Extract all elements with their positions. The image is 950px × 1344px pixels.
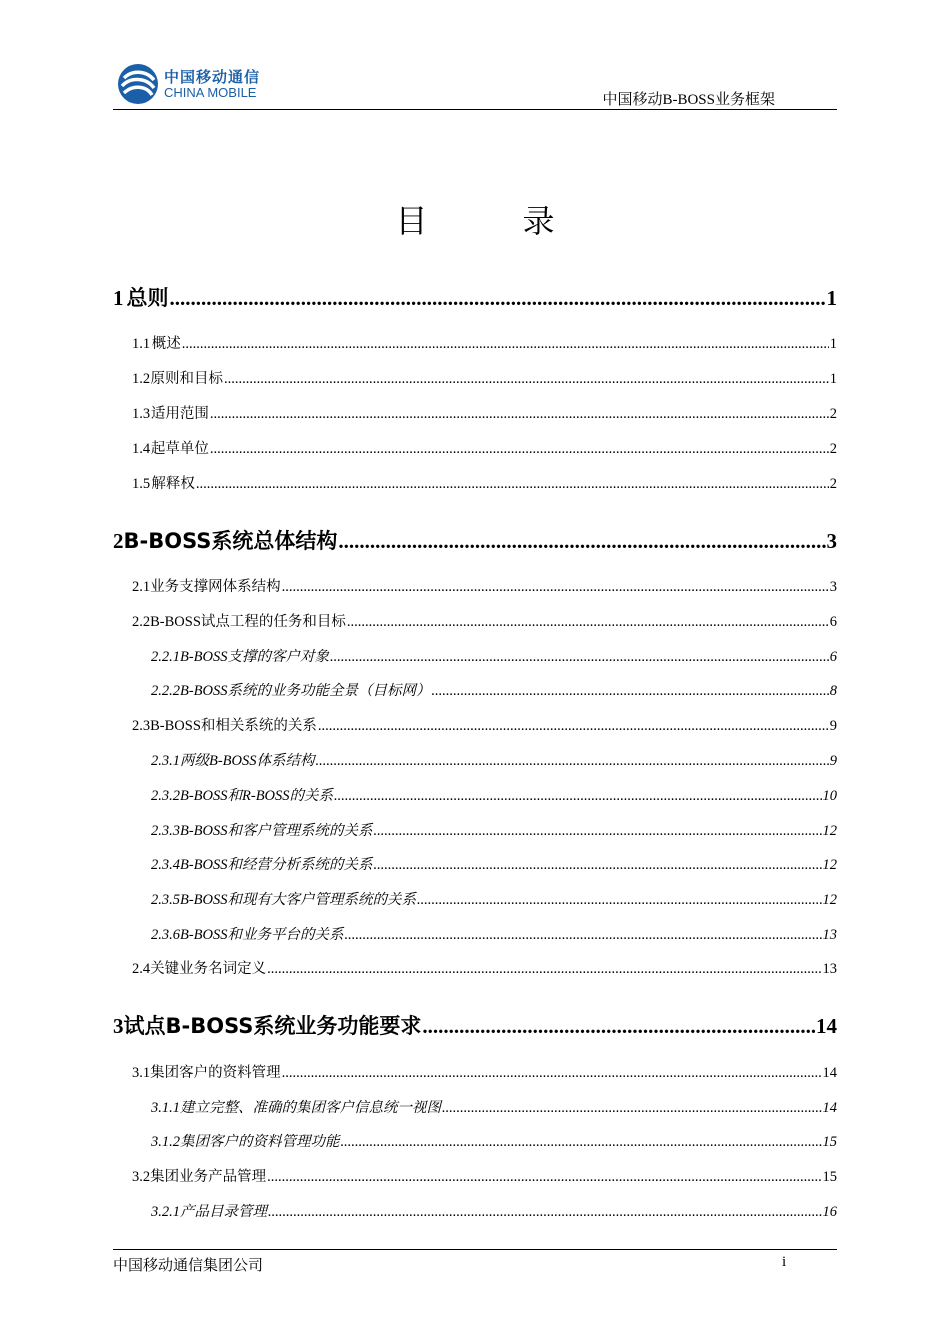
toc-entry-page: 1 [826, 286, 837, 310]
toc-entry[interactable] [113, 610, 837, 631]
toc-entry-number: 1.4 [132, 441, 151, 457]
logo-english-text: CHINA MOBILE [164, 85, 257, 100]
toc-entry-page: 6 [829, 614, 837, 630]
toc-dot-leader [338, 529, 825, 554]
toc-entry-number: 2.4 [132, 961, 151, 977]
toc-entry-page: 15 [822, 1134, 837, 1150]
toc-title: 目录 [395, 202, 650, 240]
toc-entry-title: 集团客户的资料管理 [150, 1065, 281, 1081]
toc-entry[interactable] [113, 575, 837, 596]
toc-entry-title: B-BOSS和经营分析系统的关系 [180, 857, 373, 873]
china-mobile-emblem-icon [116, 62, 160, 106]
toc-entry-number: 2.3.1 [151, 753, 180, 769]
toc-dot-leader [282, 1065, 822, 1082]
footer-divider [113, 1249, 837, 1250]
toc-entry-number: 1.5 [132, 476, 151, 492]
toc-entry-page: 14 [816, 1014, 837, 1038]
toc-entry-title: 概述 [151, 336, 181, 352]
toc-entry[interactable] [113, 645, 837, 666]
toc-entry-number: 2.3.4 [151, 857, 180, 873]
toc-entry-page: 2 [829, 441, 837, 457]
toc-dot-leader [417, 892, 821, 909]
toc-entry-number: 3.1 [132, 1065, 151, 1081]
toc-entry-number: 2.2.2 [151, 683, 180, 699]
toc-entry[interactable] [113, 472, 837, 493]
toc-entry[interactable] [113, 332, 837, 353]
toc-dot-leader [182, 336, 829, 353]
toc-entry-title: 起草单位 [150, 441, 209, 457]
toc-entry-number: 2.3.5 [151, 892, 180, 908]
china-mobile-logo [116, 62, 276, 106]
toc-entry-number: 2.3.6 [151, 927, 180, 943]
toc-entry-page: 9 [829, 753, 837, 769]
toc-entry[interactable] [113, 1061, 837, 1082]
footer-page-number: i [782, 1254, 787, 1270]
toc-entry-page: 2 [829, 476, 837, 492]
toc-entry[interactable] [113, 888, 837, 909]
toc-entry-page: 15 [822, 1169, 837, 1185]
toc-dot-leader [341, 1134, 822, 1151]
toc-entry-title: 总则 [126, 286, 169, 310]
toc-dot-leader [374, 857, 822, 874]
toc-entry-title: 关键业务名词定义 [150, 961, 267, 977]
toc-dot-leader [318, 718, 829, 735]
header-divider [113, 109, 837, 110]
toc-dot-leader [224, 371, 829, 388]
toc-entry-page: 13 [822, 927, 837, 943]
toc-entry-page: 13 [822, 961, 837, 977]
toc-entry-page: 3 [826, 529, 837, 553]
toc-entry[interactable] [113, 853, 837, 874]
toc-entry-number: 3 [113, 1014, 124, 1038]
toc-entry[interactable] [113, 367, 837, 388]
toc-entry-title: B-BOSS和现有大客户管理系统的关系 [180, 892, 417, 908]
toc-dot-leader [422, 1014, 815, 1039]
toc-entry[interactable] [113, 1096, 837, 1117]
toc-entry-number: 1.2 [132, 371, 151, 387]
toc-entry-title: B-BOSS支撑的客户对象 [180, 649, 330, 665]
toc-entry-number: 2.1 [132, 579, 151, 595]
toc-entry[interactable] [113, 784, 837, 805]
toc-dot-leader [169, 286, 825, 311]
toc-dot-leader [282, 579, 829, 596]
toc-entry-title: B-BOSS和业务平台的关系 [180, 927, 344, 943]
toc-entry[interactable] [113, 819, 837, 840]
toc-entry-title: 原则和目标 [150, 371, 223, 387]
toc-dot-leader [432, 683, 829, 700]
toc-entry-page: 1 [829, 371, 837, 387]
toc-entry-number: 3.2.1 [151, 1204, 180, 1220]
toc-entry-number: 2.3.2 [151, 788, 180, 804]
toc-entry-title: 解释权 [151, 476, 195, 492]
toc-dot-leader [196, 476, 829, 493]
toc-entry-title: B-BOSS和相关系统的关系 [150, 718, 317, 734]
toc-entry-number: 1 [113, 286, 124, 310]
toc-dot-leader [316, 753, 829, 770]
toc-dot-leader [210, 441, 829, 458]
toc-entry-page: 14 [822, 1100, 837, 1116]
toc-entry[interactable] [113, 437, 837, 458]
toc-entry-title: 建立完整、准确的集团客户信息统一视图 [180, 1100, 441, 1116]
toc-entry[interactable] [113, 923, 837, 944]
toc-entry-page: 10 [822, 788, 837, 804]
toc-entry-page: 9 [829, 718, 837, 734]
toc-entry-title: 产品目录管理 [180, 1204, 267, 1220]
toc-dot-leader [267, 961, 821, 978]
toc-entry-title: 两级B-BOSS体系结构 [180, 753, 315, 769]
toc-entry-title: B-BOSS系统总体结构 [123, 529, 338, 553]
toc-entry[interactable] [113, 1010, 837, 1040]
toc-entry-number: 2.3.3 [151, 823, 180, 839]
toc-entry-number: 3.2 [132, 1169, 151, 1185]
toc-entry-number: 2.3 [132, 718, 151, 734]
toc-entry[interactable] [113, 282, 837, 312]
toc-entry[interactable] [113, 402, 837, 423]
toc-entry[interactable] [113, 525, 837, 555]
toc-entry-title: B-BOSS和客户管理系统的关系 [180, 823, 373, 839]
toc-entry-page: 3 [829, 579, 837, 595]
toc-entry-number: 1.1 [132, 336, 151, 352]
toc-entry[interactable] [113, 1200, 837, 1221]
toc-dot-leader [442, 1100, 822, 1117]
toc-entry[interactable] [113, 1165, 837, 1186]
toc-dot-leader [334, 788, 821, 805]
toc-entry-page: 1 [829, 336, 837, 352]
toc-entry-number: 2.2 [132, 614, 151, 630]
toc-entry[interactable] [113, 1130, 837, 1151]
toc-entry-title: 业务支撑网体系结构 [150, 579, 281, 595]
header-title: 中国移动B-BOSS业务框架 [602, 92, 775, 108]
toc-dot-leader [268, 1204, 822, 1221]
toc-entry-page: 12 [822, 857, 837, 873]
toc-entry-page: 2 [829, 406, 837, 422]
toc-entry-number: 2 [113, 529, 124, 553]
toc-entry[interactable] [113, 714, 837, 735]
toc-dot-leader [267, 1169, 821, 1186]
toc-entry-title: 集团业务产品管理 [150, 1169, 267, 1185]
toc-dot-leader [347, 614, 829, 631]
toc-entry-number: 3.1.1 [151, 1100, 180, 1116]
toc-entry-page: 14 [822, 1065, 837, 1081]
toc-entry-number: 1.3 [132, 406, 151, 422]
toc-entry-title: B-BOSS系统的业务功能全景（目标网） [180, 683, 431, 699]
toc-dot-leader [210, 406, 829, 423]
toc-dot-leader [374, 823, 822, 840]
toc-entry-title: 试点B-BOSS系统业务功能要求 [123, 1014, 422, 1038]
toc-entry-number: 3.1.2 [151, 1134, 180, 1150]
footer-company: 中国移动通信集团公司 [113, 1258, 264, 1274]
toc-entry-page: 8 [829, 683, 837, 699]
toc-entry-page: 16 [822, 1204, 837, 1220]
toc-dot-leader [330, 649, 829, 666]
toc-entry-page: 12 [822, 892, 837, 908]
toc-entry-page: 12 [822, 823, 837, 839]
toc-entry-title: B-BOSS试点工程的任务和目标 [150, 614, 346, 630]
toc-entry-title: 集团客户的资料管理功能 [180, 1134, 340, 1150]
toc-dot-leader [345, 927, 822, 944]
logo-chinese-text: 中国移动通信 [164, 68, 261, 86]
toc-entry[interactable] [113, 749, 837, 770]
toc-entry-title: B-BOSS和R-BOSS的关系 [180, 788, 334, 804]
toc-entry-title: 适用范围 [150, 406, 209, 422]
toc-entry[interactable] [113, 957, 837, 978]
toc-entry[interactable] [113, 679, 837, 700]
toc-entry-number: 2.2.1 [151, 649, 180, 665]
toc-entry-page: 6 [829, 649, 837, 665]
